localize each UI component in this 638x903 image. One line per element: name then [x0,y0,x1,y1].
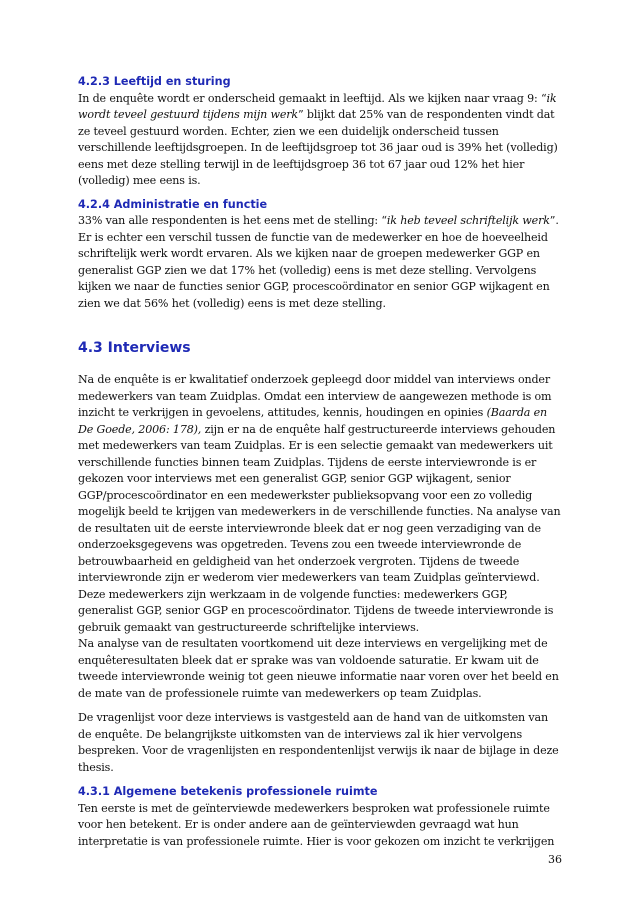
section-heading-4-3: 4.3 Interviews [78,340,191,356]
paragraph-4-3-saturation: Na analyse van de resultaten voortkomend uit deze interviews en vergelijking met de enquêteresultaten bleek dat er sprake was van voldoende saturatie. Er kwam uit de tweede interviewronde weinig tot geen nieuwe informatie naar voren over het beeld en de mate van de professionele ruimte van medewerkers op team Zuidplas. [78,637,559,700]
section-heading-4-2-4: 4.2.4 Administratie en functie [78,197,268,211]
paragraph-4-3-questionnaire: De vragenlijst voor deze interviews is vastgesteld aan de hand van de uitkomsten van de enquête. De belangrijkste uitkomsten van de interviews zal ik hier vervolgens bespreken. Voor de vragenlijsten en respondentenlijst verwijs ik naar de bijlage in deze thesis. [78,711,559,774]
page-number: 36 [548,853,562,866]
paragraph-4-3-1: Ten eerste is met de geïnterviewde medewerkers besproken wat professionele ruimte voor hen betekent. Er is onder andere aan de geïnterviewden gevraagd wat hun interpretatie is van professionele ruimte. Hier is voor gekozen om inzicht te verkrijgen [78,801,555,848]
text-run: 33% van alle respondenten is het eens met de stelling: “ [78,214,387,227]
text-run: In de enquête wordt er onderscheid gemaakt in leeftijd. Als we kijken naar vraag 9: “ [78,91,547,105]
text-run: zijn er na de enquête half gestructureerde interviews gehouden met medewerkers van team Zuidplas. Er is een selectie gemaakt van medewerkers uit verschillende functies binnen team Zuidplas. Tijdens de eerste interviewronde is er gekozen voor interviews met een generalist GGP, senior GGP wijkagent, senior GGP/procescoördinator en een medewerkster publieksopvang voor een zo volledig mogelijk beeld te krijgen van medewerkers in de verschillende functies. Na analyse van de resultaten uit de eerste interviewronde bleek dat er nog geen verzadiging van de onderzoeksgegevens was opgetreden. Tevens zou een tweede interviewronde de betrouwbaarheid en geldigheid van het onderzoek vergroten. Tijdens de tweede interviewronde zijn er wederom vier medewerkers van team Zuidplas geïnterviewd. Deze medewerkers zijn werkzaam in de volgende functies: medewerkers GGP, generalist GGP, senior GGP en procescoördinator. Tijdens de tweede interviewronde is gebruik gemaakt van gestructureerde schriftelijke interviews. [78,422,561,634]
text-run: ” blijkt dat 25% van de respondenten vindt dat ze teveel gestuurd worden. Echter, zien we een duidelijk onderscheid tussen verschillende leeftijdsgroepen. In de leeftijdsgroep tot 36 jaar oud is 39% het (volledig) eens met deze stelling terwijl in de leeftijdsgroep 36 tot 67 jaar oud 12% het hier (volledig) mee eens is. [78,108,558,187]
italic-quote: ik heb teveel schriftelijk werk [386,214,550,227]
paragraph-4-2-4 [78,213,564,312]
paragraph-4-3-intro [78,372,564,702]
italic-quote: ik wordt teveel gestuurd tijdens mijn werk [78,91,557,121]
text-run: Na de enquête is er kwalitatief onderzoek gepleegd door middel van interviews onder medewerkers van team Zuidplas. Omdat een interview de aangewezen methode is om inzicht te verkrijgen in gevoelens, attitudes, kennis, houdingen en opinies [78,373,552,419]
section-heading-4-3-1: 4.3.1 Algemene betekenis professionele ruimte [78,785,378,798]
section-heading-4-2-3: 4.2.3 Leeftijd en sturing [78,75,231,88]
paragraph-4-2-3 [78,91,564,190]
document-page [78,74,564,850]
text-run: ”. Er is echter een verschil tussen de functie van de medewerker en hoe de hoeveelheid schriftelijk werk wordt ervaren. Als we kijken naar de groepen medewerker GGP en generalist GGP zien we dat 17% het (volledig) eens is met deze stelling. Vervolgens kijken we naar de functies senior GGP, procescoördinator en senior GGP wijkagent en zien we dat 56% het (volledig) eens is met deze stelling. [78,214,559,310]
citation: (Baarda en De Goede, 2006: 178), [78,406,548,436]
